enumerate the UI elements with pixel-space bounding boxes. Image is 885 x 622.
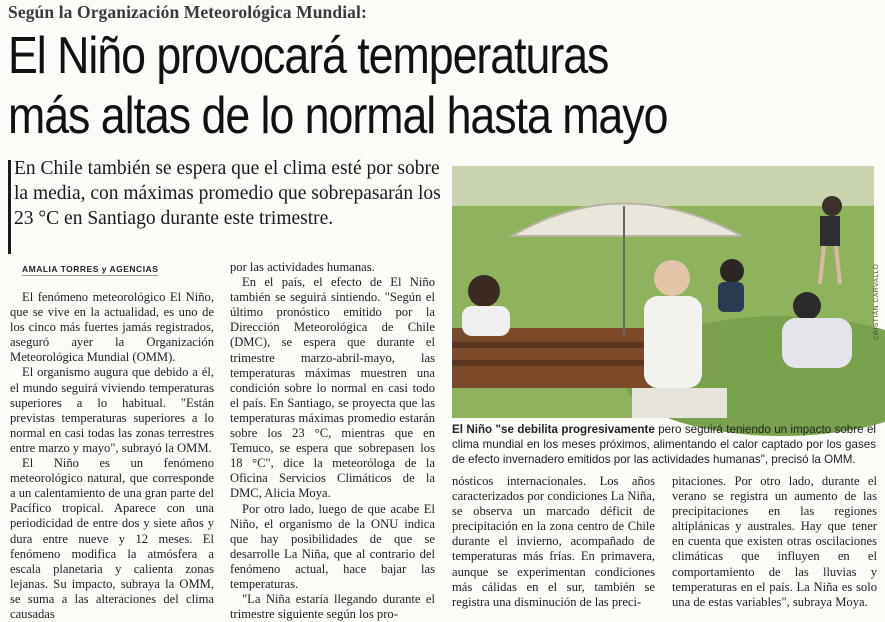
paragraph: por las actividades humanas. — [230, 260, 375, 274]
paragraph: pitaciones. Por otro lado, durante el verano se registra un aumento de las precipitaciones en las regiones altiplánicas y australes. Hay que tener en cuenta que existen otras oscilaciones climáticas que influyen en el comportamiento de las lluvias y temperaturas en el país. La Niña es solo una de estas variables", subraya Moya. — [672, 474, 877, 609]
paragraph: Por otro lado, luego de que acabe El Niño, el organismo de la ONU indica que hay posibilidades de que se desarrolle La Niña, que al contrario del fenómeno actual, hace bajar las temperaturas. — [230, 501, 435, 591]
article-column-3 — [452, 474, 655, 614]
article-column-4 — [672, 474, 877, 614]
news-photo — [452, 166, 874, 418]
article-column-1 — [10, 290, 214, 621]
deck-subtitle: En Chile también se espera que el clima esté por sobre la media, con máximas promedio que sobrepasarán los 23 °C en Santiago durante este trimestre. — [14, 158, 441, 229]
caption-text: pero seguirá teniendo un impacto sobre el clima mundial en los meses próximos, alimentando el calor captado por los gases de efecto invernadero emitidos por las actividades humanas", precisó la OMM. — [452, 423, 876, 466]
photo-credit: CRISTIÁN CARVALLO — [873, 263, 880, 340]
paragraph: El Niño es un fenómeno meteorológico natural, que corresponde a un calentamiento de una gran parte del Pacífico tropical. Aparece con una periodicidad de entre dos y siete años y dura entre nueve y 12 meses. El fenómeno modifica la atmósfera a escala planetaria y calienta zonas lejanas. Su impacto, subraya la OMM, se suma a las alteraciones del clima causadas — [10, 456, 214, 621]
deck-accent-bar — [8, 160, 11, 254]
article-column-2 — [230, 260, 435, 622]
headline-line-1: El Niño provocará temperaturas — [8, 27, 609, 85]
kicker: Según la Organización Meteorológica Mundial: — [8, 2, 367, 22]
headline-line-2: más altas de lo normal hasta mayo — [8, 87, 668, 145]
park-scene-illustration — [452, 166, 874, 418]
byline: AMALIA TORRES y AGENCIAS — [22, 264, 159, 274]
paragraph: El fenómeno meteorológico El Niño, que se vive en la actualidad, es uno de los cinco más fuertes jamás registrados, aseguró ayer la Organización Meteorológica Mundial (OMM). — [10, 290, 214, 365]
paragraph: "La Niña estaría llegando durante el trimestre siguiente según los pro- — [230, 592, 435, 622]
caption-lead: El Niño "se debilita progresivamente — [452, 423, 655, 436]
photo-caption — [452, 422, 876, 467]
paragraph: En el país, el efecto de El Niño también se seguirá sintiendo. "Según el último pronóstico emitido por la Dirección Meteorológica de Chile (DMC), se espera que durante el trimestre marzo-abril-mayo, las temperaturas máximas muestren una condición sobre lo normal en casi todo el país. En Santiago, se proyecta que las temperaturas máximas promedio estarán sobre los 23 °C, mientras que en Temuco, se espera que sobrepasen los 18 °C", dice la meteoróloga de la Oficina Servicios Climáticos de la DMC, Alicia Moya. — [230, 275, 435, 501]
paragraph: nósticos internacionales. Los años caracterizados por condiciones La Niña, se observa un marcado déficit de precipitación en la zona centro de Chile durante el invierno, acompañado de temperaturas más frías. En primavera, aunque se experimentan condiciones más cálidas en el sur, también se registra una disminución de las preci- — [452, 474, 655, 609]
paragraph: El organismo augura que debido a él, el mundo seguirá viviendo temperaturas superiores a lo habitual. "Están previstas temperaturas superiores a lo normal en casi todas las zonas terrestres entre marzo y mayo", subrayó la OMM. — [10, 365, 214, 455]
